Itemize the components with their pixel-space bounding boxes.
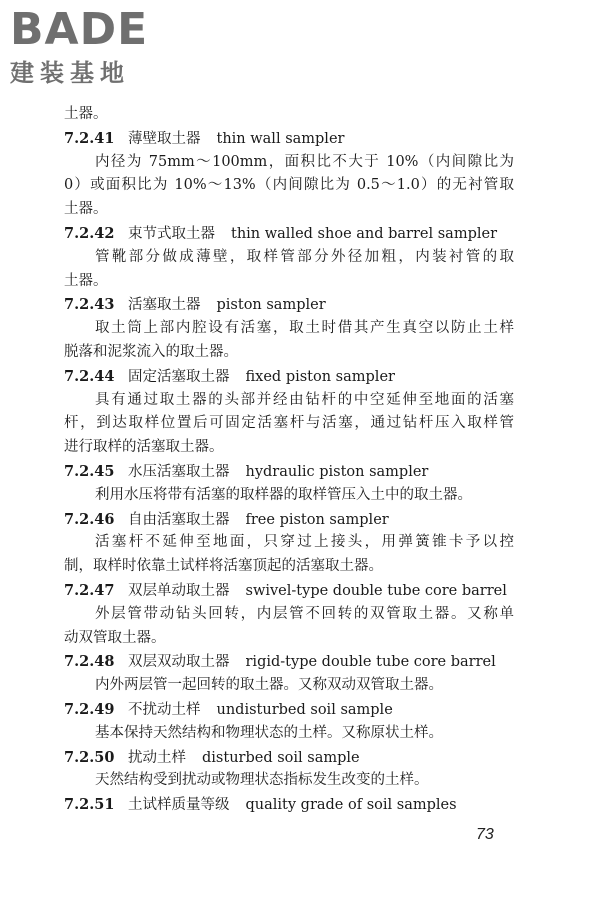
term-chinese: 水压活塞取土器	[128, 463, 230, 480]
term-chinese: 薄壁取土器	[128, 130, 201, 147]
clause-number: 7.2.46	[64, 510, 115, 528]
clause-number: 7.2.41	[64, 129, 115, 147]
document-body	[64, 103, 514, 817]
term-chinese: 扰动土样	[128, 749, 186, 766]
clause-number: 7.2.47	[64, 581, 115, 599]
clause-number: 7.2.50	[64, 748, 115, 766]
term-english: quality grade of soil samples	[245, 797, 457, 814]
term-heading	[64, 222, 514, 246]
definition-line: 内外两层管一起回转的取土器。又称双动双管取土器。	[95, 677, 443, 694]
term-english: free piston sampler	[245, 511, 389, 528]
clause-number: 7.2.51	[64, 796, 115, 814]
term-chinese: 自由活塞取土器	[128, 511, 230, 528]
logo-brand-text: BADE	[10, 4, 149, 55]
logo	[10, 6, 148, 88]
definition-line: 天然结构受到扰动或物理状态指标发生改变的土样。	[95, 772, 429, 789]
term-heading	[64, 460, 514, 484]
term-chinese: 活塞取土器	[128, 297, 201, 314]
clause-number: 7.2.49	[64, 700, 115, 718]
definition-line: 基本保持天然结构和物理状态的土样。又称原状土样。	[95, 724, 443, 741]
definition-line: 土器。	[64, 272, 108, 289]
definition-line: 土器。	[64, 201, 108, 218]
term-english: piston sampler	[216, 297, 326, 314]
term-heading	[64, 746, 514, 770]
term-english: hydraulic piston sampler	[245, 463, 429, 480]
term-heading	[64, 698, 514, 722]
term-chinese: 双层双动取土器	[128, 654, 230, 671]
clause-number: 7.2.43	[64, 296, 115, 314]
term-chinese: 土试样质量等级	[128, 797, 230, 814]
logo-subtitle: 建装基地	[10, 59, 130, 87]
term-chinese: 双层单动取土器	[128, 582, 230, 599]
term-heading	[64, 293, 514, 317]
term-english: fixed piston sampler	[245, 368, 395, 385]
term-english: disturbed soil sample	[202, 749, 360, 766]
term-heading	[64, 579, 514, 603]
term-heading	[64, 793, 514, 817]
term-english: swivel-type double tube core barrel	[245, 582, 507, 599]
clause-number: 7.2.45	[64, 462, 115, 480]
definition-line: 进行取样的活塞取土器。	[64, 439, 224, 456]
term-chinese: 不扰动土样	[128, 701, 201, 718]
definition-line: 0）或面积比为 10%～13%（内间隙比为 0.5～1.0）的无衬管取	[64, 177, 514, 194]
term-english: rigid-type double tube core barrel	[245, 654, 496, 671]
term-english: thin wall sampler	[216, 130, 345, 147]
definition-line: 外层管带动钻头回转，内层管不回转的双管取土器。又称单	[95, 605, 514, 622]
definition-line: 杆，到达取样位置后可固定活塞杆与活塞，通过钻杆压入取样管	[64, 415, 514, 432]
definition-line: 脱落和泥浆流入的取土器。	[64, 343, 238, 360]
definition-line: 内径为 75mm～100mm，面积比不大于 10%（内间隙比为	[95, 153, 514, 170]
definition-line: 管靴部分做成薄壁，取样管部分外径加粗，内装衬管的取	[95, 248, 514, 265]
definition-line: 动双管取土器。	[64, 629, 166, 646]
term-heading	[64, 508, 514, 532]
term-chinese: 固定活塞取土器	[128, 368, 230, 385]
clause-number: 7.2.48	[64, 653, 115, 671]
term-heading	[64, 365, 514, 389]
page-number: 73	[476, 826, 494, 843]
definition-line: 活塞杆不延伸至地面，只穿过上接头，用弹簧锥卡予以控	[95, 534, 514, 551]
term-english: undisturbed soil sample	[216, 701, 393, 718]
continuation-line: 土器。	[64, 106, 108, 122]
clause-number: 7.2.42	[64, 224, 115, 242]
term-english: thin walled shoe and barrel sampler	[231, 225, 498, 242]
definition-line: 取土筒上部内腔设有活塞，取土时借其产生真空以防止土样	[95, 320, 514, 337]
clause-number: 7.2.44	[64, 367, 115, 385]
definition-line: 利用水压将带有活塞的取样器的取样管压入土中的取土器。	[95, 486, 472, 503]
definition-line: 具有通过取土器的头部并经由钻杆的中空延伸至地面的活塞	[95, 391, 514, 408]
definition-line: 制，取样时依靠土试样将活塞顶起的活塞取土器。	[64, 558, 383, 575]
term-chinese: 束节式取土器	[128, 225, 215, 242]
term-entries	[64, 127, 514, 817]
term-heading	[64, 127, 514, 151]
term-heading	[64, 650, 514, 674]
